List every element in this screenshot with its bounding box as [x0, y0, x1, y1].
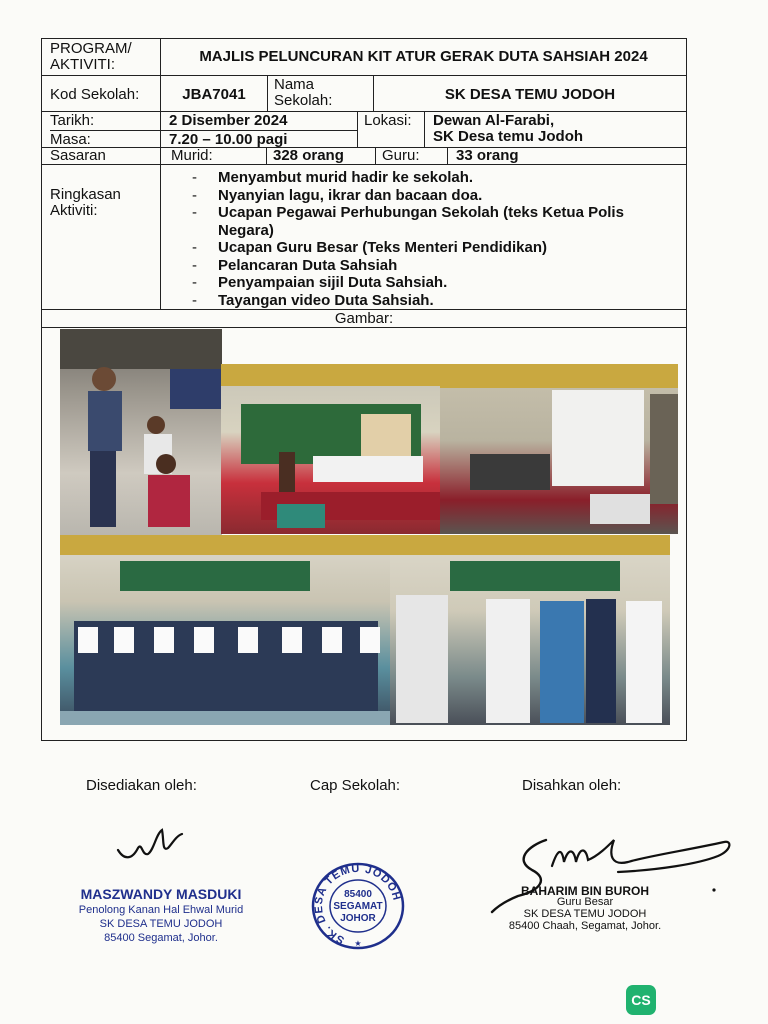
date-time-values [161, 112, 358, 147]
kod-value: JBA7041 [161, 76, 268, 111]
nama-value: SK DESA TEMU JODOH [444, 86, 616, 103]
date-row [42, 112, 686, 148]
approved-address: 85400 Chaah, Segamat, Johor. [508, 920, 662, 932]
gambar-row [42, 310, 686, 328]
gambar-label: Gambar: [334, 310, 394, 327]
guru-label: Guru: [376, 148, 448, 164]
activity-list [192, 169, 674, 309]
activity-item: - Pelancaran Duta Sahsiah [192, 257, 674, 275]
lokasi-label: Lokasi: [358, 112, 425, 147]
report-form [41, 38, 687, 741]
hall-stage-graphic [221, 364, 441, 534]
camscanner-badge-icon: CS [626, 985, 656, 1015]
program-label: PROGRAM/ AKTIVITI: [42, 39, 161, 75]
masa-label: Masa: [50, 131, 91, 148]
lokasi-value: Dewan Al-Farabi, SK Desa temu Jodoh [433, 112, 584, 145]
stamp-code: 85400 [344, 889, 372, 900]
approved-label: Disahkan oleh: [522, 777, 622, 794]
school-stamp [310, 860, 406, 950]
screening-graphic [440, 364, 678, 534]
prepared-label: Disediakan oleh: [86, 777, 197, 794]
date-time-labels [42, 112, 161, 147]
activity-item: - Ucapan Guru Besar (Teks Menteri Pendidikan) [192, 239, 674, 257]
sasaran-label: Sasaran [42, 148, 161, 164]
photo-certificate-group [60, 535, 391, 725]
activity-item: - Penyampaian sijil Duta Sahsiah. [192, 274, 674, 292]
stamp-ring-text: SK. DESA TEMU JODOH [312, 862, 403, 946]
prepared-signature-mark [112, 820, 192, 866]
activity-item: - Nyanyian lagu, ikrar dan bacaan doa. [192, 187, 674, 205]
tarikh-label: Tarikh: [50, 112, 160, 131]
program-title: MAJLIS PELUNCURAN KIT ATUR GERAK DUTA SAHSIAH 2024 [199, 48, 648, 65]
murid-value: 328 orang [267, 148, 376, 164]
masa-value: 7.20 – 10.00 pagi [169, 131, 288, 148]
kod-label: Kod Sekolah: [42, 76, 161, 111]
prepared-title: Penolong Kanan Hal Ehwal Murid [78, 904, 244, 916]
stamp-label: Cap Sekolah: [310, 777, 401, 794]
stamp-state: JOHOR [340, 913, 376, 924]
prepared-address: 85400 Segamat, Johor. [104, 932, 218, 944]
approved-school: SK DESA TEMU JODOH [523, 908, 647, 920]
guru-value: 33 orang [456, 147, 519, 164]
photo-video-screening [440, 364, 678, 534]
nama-label: Nama Sekolah: [268, 76, 374, 111]
photo-greeting-students [60, 329, 222, 535]
summary-row [42, 165, 686, 310]
stamp-star-icon: ★ [354, 939, 362, 948]
group-photo-graphic [60, 535, 391, 725]
approved-title: Guru Besar [556, 896, 614, 908]
approved-name: BAHARIM BIN BUROH [521, 884, 649, 898]
school-row [42, 76, 686, 112]
activity-item: - Tayangan video Duta Sahsiah. [192, 292, 674, 310]
sasaran-row [42, 148, 686, 165]
prepared-school: SK DESA TEMU JODOH [99, 918, 223, 930]
greeting-scene-graphic [60, 329, 222, 535]
activity-item: - Menyambut murid hadir ke sekolah. [192, 169, 674, 187]
murid-label: Murid: [161, 148, 267, 164]
stamp-city: SEGAMAT [333, 901, 383, 912]
prepared-name: MASZWANDY MASDUKI [80, 886, 242, 902]
program-row [42, 39, 686, 76]
activity-item: - Ucapan Pegawai Perhubungan Sekolah (teks Ketua Polis Negara) [192, 204, 674, 239]
ringkasan-label: Ringkasan Aktiviti: [42, 165, 161, 309]
photo-certificate-presentation [390, 535, 670, 725]
tarikh-value: 2 Disember 2024 [161, 112, 357, 131]
photo-hall-stage [221, 364, 441, 534]
presentation-graphic [390, 535, 670, 725]
